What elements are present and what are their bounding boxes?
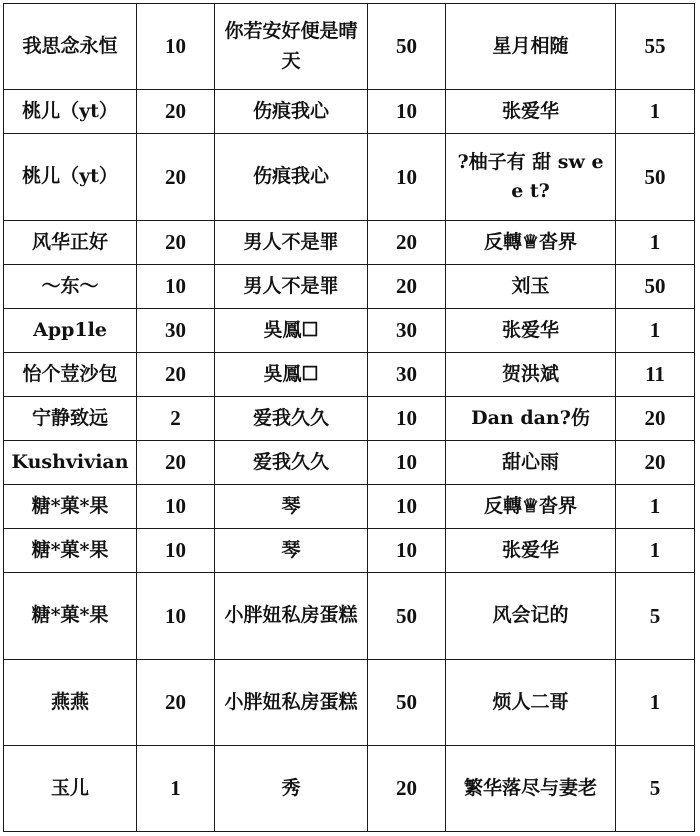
table-cell: 秀 [215,746,368,832]
table-cell: 风会记的 [446,573,616,660]
table-cell: 你若安好便是晴天 [215,4,368,90]
table-cell: Kushvivian [4,441,137,485]
table-cell: 桃儿（yt） [4,90,137,134]
table-cell: 琴 [215,529,368,573]
table-cell: 烦人二哥 [446,660,616,746]
table-cell: 10 [368,90,446,134]
table-cell: 男人不是罪 [215,265,368,309]
table-cell: 10 [368,485,446,529]
table-cell: 糖*菓*果 [4,573,137,660]
table-row [4,221,695,265]
table-cell: App1le [4,309,137,353]
table-cell: 20 [137,221,215,265]
table-cell: Dan dan?伤 [446,397,616,441]
table-cell: 吳鳳☐ [215,309,368,353]
table-cell: 我思念永恒 [4,4,137,90]
table-cell: 50 [616,134,695,221]
table-row [4,90,695,134]
table-cell: 20 [368,221,446,265]
table-cell: 30 [368,309,446,353]
table-cell: 20 [137,90,215,134]
table-cell: 1 [137,746,215,832]
table-cell: 30 [368,353,446,397]
table-cell: 10 [137,4,215,90]
table-row [4,4,695,90]
table-cell: 20 [137,353,215,397]
table-row [4,529,695,573]
table-cell: 男人不是罪 [215,221,368,265]
table-cell: 10 [137,573,215,660]
table-cell: 怡个荳沙包 [4,353,137,397]
table-row [4,441,695,485]
table-cell: 10 [368,441,446,485]
table-cell: 1 [616,485,695,529]
table-row [4,660,695,746]
table-cell: 50 [368,573,446,660]
table-cell: 糖*菓*果 [4,529,137,573]
table-row [4,309,695,353]
table-cell: ～东～ [4,265,137,309]
table-cell: 繁华落尽与妻老 [446,746,616,832]
table-cell: 贺洪斌 [446,353,616,397]
table-cell: 1 [616,660,695,746]
table-cell: 玉儿 [4,746,137,832]
table-cell: 燕燕 [4,660,137,746]
table-cell: 20 [616,397,695,441]
table-cell: 甜心雨 [446,441,616,485]
table-cell: 宁静致远 [4,397,137,441]
table-cell: 20 [137,660,215,746]
table-cell: 伤痕我心 [215,134,368,221]
table-cell: 张爱华 [446,529,616,573]
table-cell: 20 [137,441,215,485]
table-cell: 30 [137,309,215,353]
table-cell: 10 [137,529,215,573]
table-cell: 爱我久久 [215,397,368,441]
table-cell: 琴 [215,485,368,529]
table-cell: 10 [137,265,215,309]
table-cell: ?柚子有 甜 sw e e t? [446,134,616,221]
table-cell: 10 [368,134,446,221]
donation-table [3,3,695,832]
table-cell: 1 [616,529,695,573]
table-cell: 50 [368,660,446,746]
table-row [4,134,695,221]
table-cell: 20 [368,746,446,832]
table-row [4,746,695,832]
table-cell: 20 [368,265,446,309]
table-cell: 20 [616,441,695,485]
table-cell: 1 [616,221,695,265]
table-cell: 1 [616,309,695,353]
table-cell: 吳鳳☐ [215,353,368,397]
table-cell: 20 [137,134,215,221]
table-cell: 10 [368,529,446,573]
table-cell: 10 [368,397,446,441]
table-cell: 反轉♕沓界 [446,221,616,265]
table-cell: 张爱华 [446,309,616,353]
table-cell: 5 [616,746,695,832]
table-cell: 伤痕我心 [215,90,368,134]
table-cell: 55 [616,4,695,90]
table-cell: 张爱华 [446,90,616,134]
table-cell: 星月相随 [446,4,616,90]
table-cell: 风华正好 [4,221,137,265]
table-cell: 小胖妞私房蛋糕 [215,660,368,746]
table-cell: 5 [616,573,695,660]
table-row [4,397,695,441]
table-cell: 刘玉 [446,265,616,309]
table-cell: 桃儿（yt） [4,134,137,221]
table-cell: 1 [616,90,695,134]
table-row [4,353,695,397]
table-row [4,573,695,660]
table-cell: 50 [616,265,695,309]
table-row [4,485,695,529]
table-cell: 反轉♕沓界 [446,485,616,529]
table-cell: 糖*菓*果 [4,485,137,529]
table-cell: 11 [616,353,695,397]
table-cell: 小胖妞私房蛋糕 [215,573,368,660]
table-cell: 2 [137,397,215,441]
table-cell: 50 [368,4,446,90]
table-row [4,265,695,309]
table-cell: 10 [137,485,215,529]
table-cell: 爱我久久 [215,441,368,485]
